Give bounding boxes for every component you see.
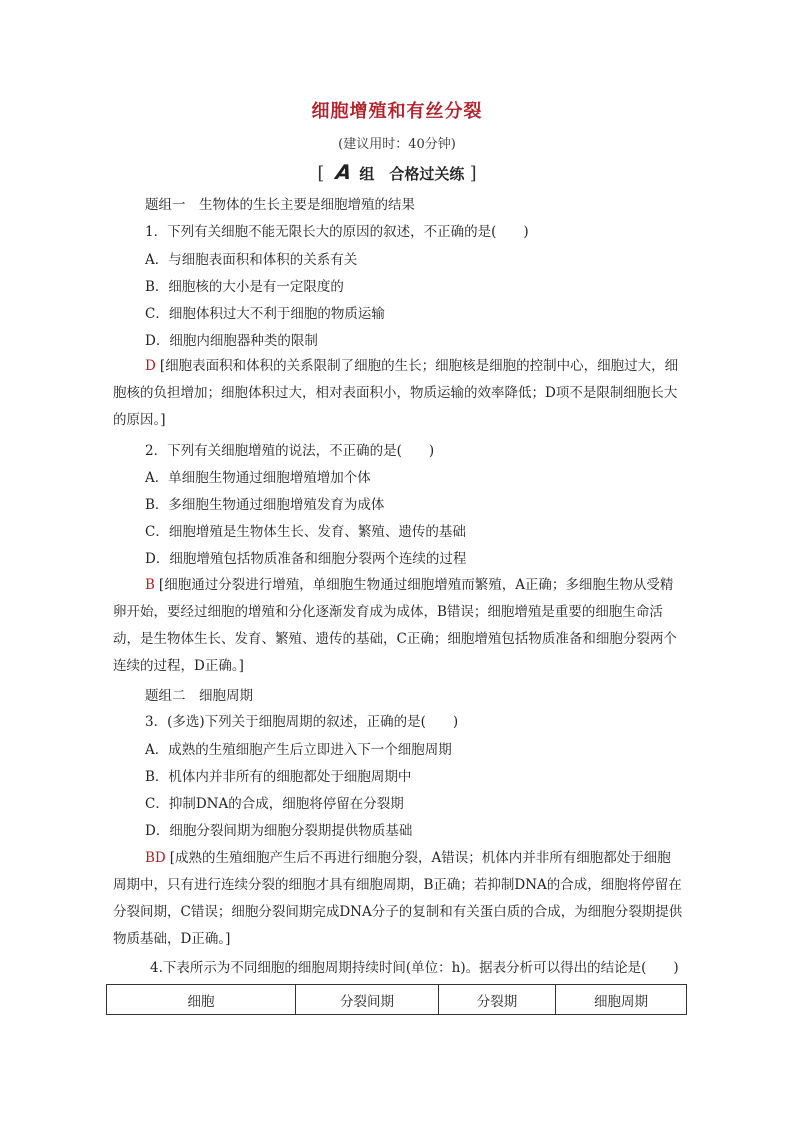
q1-option-d: D．细胞内细胞器种类的限制	[145, 333, 318, 349]
q2-option-d: D．细胞增殖包括物质准备和细胞分裂两个连续的过程	[145, 551, 467, 567]
table-header-mitosis: 分裂期	[439, 985, 556, 1015]
q1-explanation: [细胞表面积和体积的关系限制了细胞的生长；细胞核是细胞的控制中心，细胞过大，细胞核的负担增加；细胞体积过大，相对表面积小，物质运输的效率降低；D项不是限制细胞长大的原因。]	[113, 358, 679, 428]
q1-stem: 1．下列有关细胞不能无限长大的原因的叙述，不正确的是( )	[145, 224, 529, 240]
table-header-cell-cycle: 细胞周期	[556, 985, 687, 1015]
q3-option-a: A．成熟的生殖细胞产生后立即进入下一个细胞周期	[145, 742, 452, 758]
table-header-row	[107, 985, 687, 1015]
q3-option-c: C．抑制DNA的合成，细胞将停留在分裂期	[145, 796, 404, 812]
q2-answer-key: B	[145, 577, 155, 593]
table-header-cell: 细胞	[107, 985, 296, 1015]
doc-subtitle: (建议用时：40分钟)	[338, 137, 456, 152]
section-heading-1: 题组一 生物体的生长主要是细胞增殖的结果	[145, 197, 415, 213]
q3-stem: 3．(多选)下列关于细胞周期的叙述，正确的是( )	[145, 714, 459, 730]
q3-answer-key: BD	[145, 850, 166, 866]
group-letter: A	[333, 160, 353, 184]
q1-option-a: A．与细胞表面积和体积的关系有关	[145, 252, 358, 268]
q2-option-b: B．多细胞生物通过细胞增殖发育为成体	[145, 497, 385, 513]
doc-title: 细胞增殖和有丝分裂	[311, 101, 483, 122]
q2-answer	[113, 572, 683, 680]
table-header-interphase: 分裂间期	[296, 985, 439, 1015]
q2-stem: 2．下列有关细胞增殖的说法，不正确的是( )	[145, 443, 435, 459]
q3-answer	[113, 845, 683, 953]
q2-option-a: A．单细胞生物通过细胞增殖增加个体	[145, 470, 371, 486]
q1-option-c: C．细胞体积过大不利于细胞的物质运输	[145, 306, 385, 322]
bracket-close: ]	[469, 163, 477, 184]
q2-option-c: C．细胞增殖是生物体生长、发育、繁殖、遗传的基础	[145, 524, 466, 540]
q4-stem: 4.下表所示为不同细胞的细胞周期持续时间(单位：h)。据表分析可以得出的结论是( )	[150, 960, 679, 976]
q1-answer-key: D	[145, 358, 156, 374]
section-heading-2: 题组二 细胞周期	[145, 688, 253, 704]
q1-answer	[113, 353, 683, 434]
q3-option-b: B．机体内并非所有的细胞都处于细胞周期中	[145, 769, 412, 785]
group-header	[0, 160, 794, 184]
bracket-open: [	[317, 163, 325, 184]
q2-explanation: [细胞通过分裂进行增殖，单细胞生物通过细胞增殖而繁殖，A正确；多细胞生物从受精卵开始，要经过细胞的增殖和分化逐渐发育成为成体，B错误；细胞增殖是重要的细胞生命活动，是生物体生长、发育、繁殖、遗传的基础，C正确；细胞增殖包括物质准备和细胞分裂两个连续的过程，D正确。]	[113, 577, 677, 674]
q3-explanation: [成熟的生殖细胞产生后不再进行细胞分裂，A错误；机体内并非所有细胞都处于细胞周期中，只有进行连续分裂的细胞才具有细胞周期，B正确；若抑制DNA的合成，细胞将停留在分裂间期，C错误；细胞分裂间期完成DNA分子的复制和有关蛋白质的合成，为细胞分裂期提供物质基础，D正确。]	[113, 850, 683, 947]
group-label: 组 合格过关练	[359, 165, 465, 183]
cell-cycle-table	[106, 984, 687, 1015]
q3-option-d: D．细胞分裂间期为细胞分裂期提供物质基础	[145, 823, 413, 839]
q1-option-b: B．细胞核的大小是有一定限度的	[145, 279, 344, 295]
